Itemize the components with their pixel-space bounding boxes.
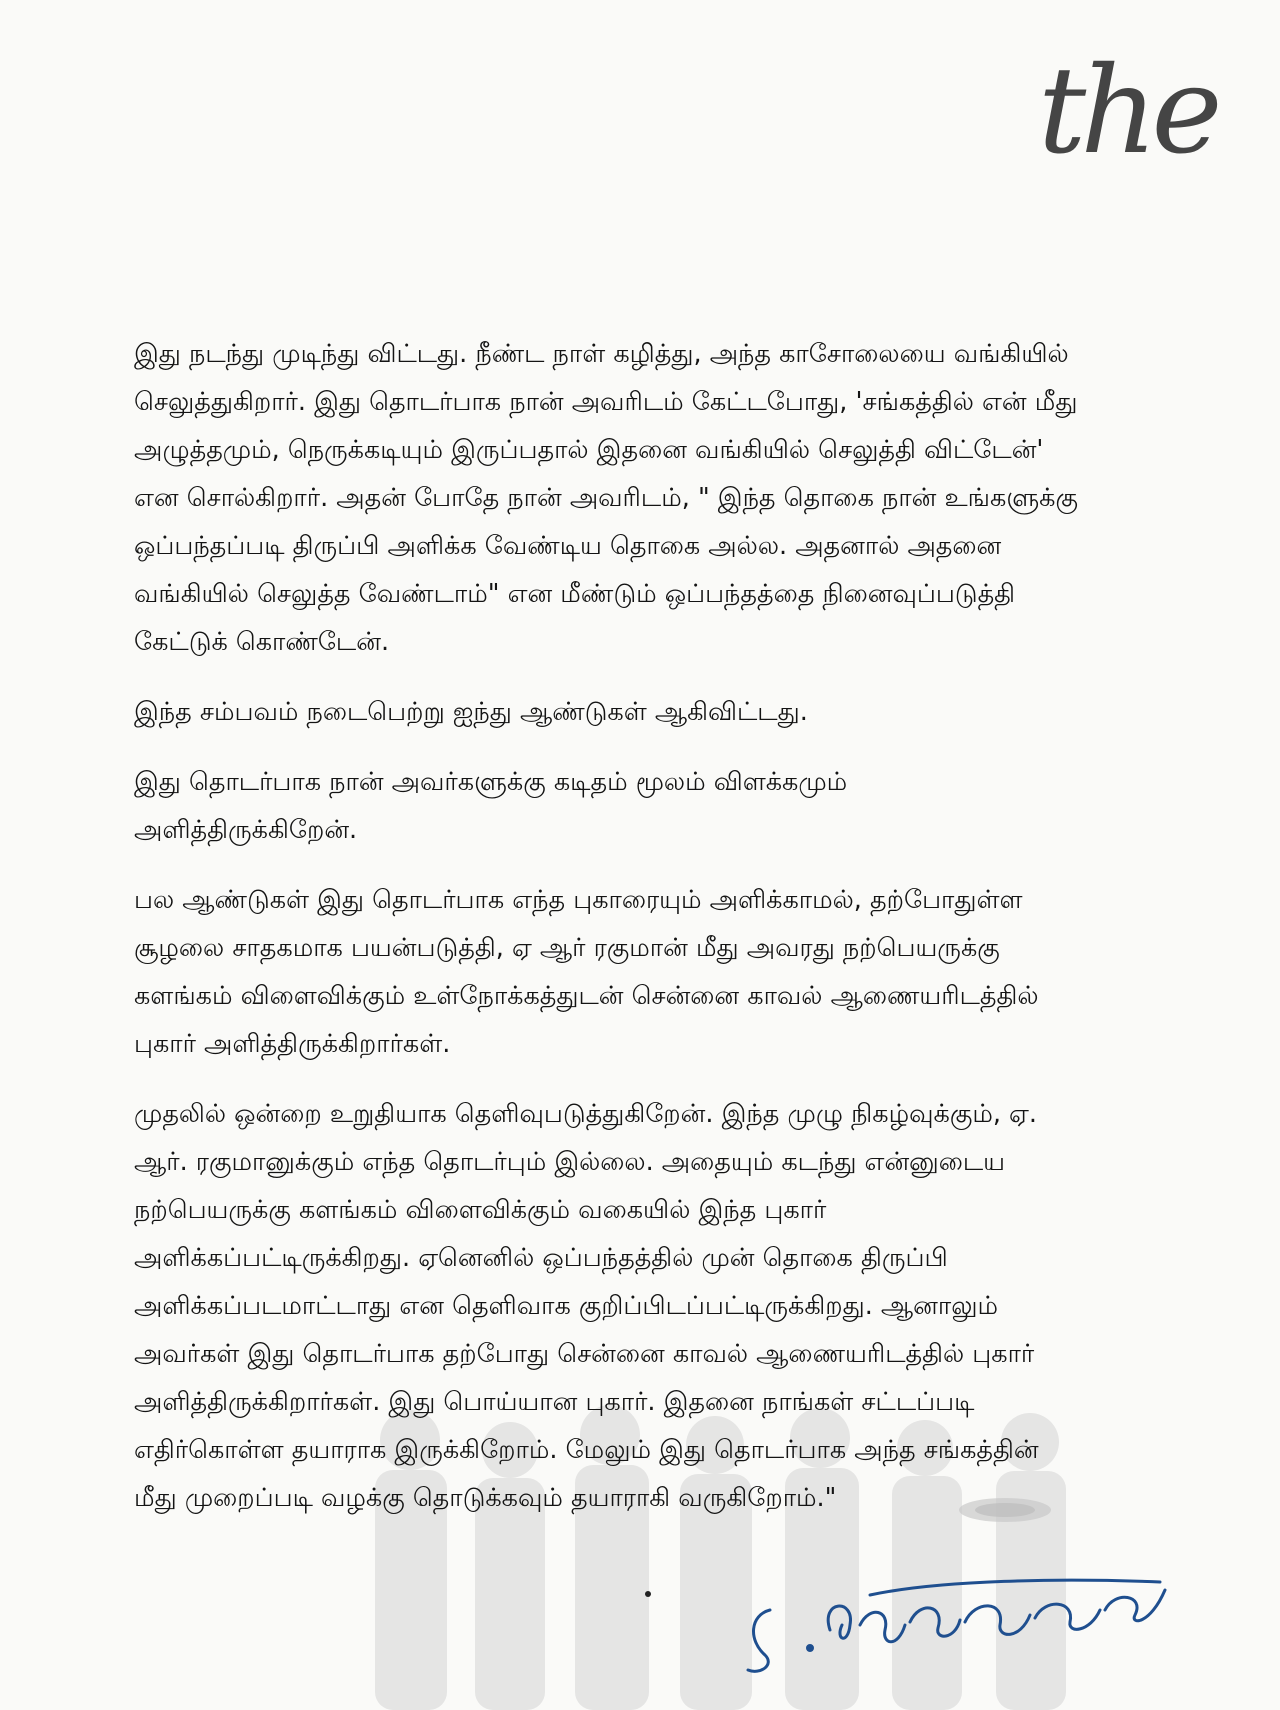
paragraph-5	[134, 1090, 1214, 1522]
paragraph-2	[134, 688, 1214, 736]
text-line: கேட்டுக் கொண்டேன்.	[134, 627, 390, 657]
text-line: அளித்திருக்கிறார்கள். இது பொய்யான புகார். இதனை நாங்கள் சட்டப்படி	[134, 1387, 975, 1417]
text-line: அளிக்கப்பட்டிருக்கிறது. ஏனெனில் ஒப்பந்தத்தில் முன் தொகை திருப்பி	[134, 1243, 948, 1273]
text-line: அளிக்கப்படமாட்டாது என தெளிவாக குறிப்பிடப்பட்டிருக்கிறது. ஆனாலும்	[134, 1291, 999, 1321]
text-line: பல ஆண்டுகள் இது தொடர்பாக எந்த புகாரையும் அளிக்காமல், தற்போதுள்ள	[134, 885, 1023, 915]
text-line: எதிர்கொள்ள தயாராக இருக்கிறோம். மேலும் இது தொடர்பாக அந்த சங்கத்தின்	[134, 1435, 1039, 1465]
text-line: மீது முறைப்படி வழக்கு தொடுக்கவும் தயாராகி வருகிறோம்."	[134, 1483, 837, 1513]
text-line: சூழலை சாதகமாக பயன்படுத்தி, ஏ ஆர் ரகுமான் மீது அவரது நற்பெயருக்கு	[134, 933, 1000, 963]
text-line: நற்பெயருக்கு களங்கம் விளைவிக்கும் வகையில் இந்த புகார்	[134, 1195, 827, 1225]
text-line: செலுத்துகிறார். இது தொடர்பாக நான் அவரிடம் கேட்டபோது, 'சங்கத்தில் என் மீது	[134, 387, 1078, 417]
text-line: இது தொடர்பாக நான் அவர்களுக்கு கடிதம் மூலம் விளக்கமும்	[134, 767, 848, 797]
text-line: அளித்திருக்கிறேன்.	[134, 815, 358, 845]
ink-dot	[645, 1591, 651, 1597]
text-line: ஒப்பந்தப்படி திருப்பி அளிக்க வேண்டிய தொகை அல்ல. அதனால் அதனை	[134, 531, 1002, 561]
handwritten-signature	[740, 1570, 1180, 1690]
svg-text:the: the	[1038, 42, 1217, 180]
text-line: அவர்கள் இது தொடர்பாக தற்போது சென்னை காவல் ஆணையரிடத்தில் புகார்	[134, 1339, 1035, 1369]
text-line: வங்கியில் செலுத்த வேண்டாம்" என மீண்டும் ஒப்பந்தத்தை நினைவுப்படுத்தி	[134, 579, 1016, 609]
paragraph-1	[134, 330, 1214, 666]
text-line: இந்த சம்பவம் நடைபெற்று ஐந்து ஆண்டுகள் ஆகிவிட்டது.	[134, 697, 808, 727]
blurred-redaction	[955, 1492, 1055, 1528]
text-line: இது நடந்து முடிந்து விட்டது. நீண்ட நாள் கழித்து, அந்த காசோலையை வங்கியில்	[134, 339, 1069, 369]
text-line: முதலில் ஒன்றை உறுதியாக தெளிவுபடுத்துகிறேன். இந்த முழு நிகழ்வுக்கும், ஏ.	[134, 1099, 1038, 1129]
paragraph-4	[134, 876, 1214, 1068]
text-line: புகார் அளித்திருக்கிறார்கள்.	[134, 1029, 451, 1059]
the-logo	[1030, 40, 1250, 180]
text-line: ஆர். ரகுமானுக்கும் எந்த தொடர்பும் இல்லை. அதையும் கடந்து என்னுடைய	[134, 1147, 1006, 1177]
text-line: என சொல்கிறார். அதன் போதே நான் அவரிடம், " இந்த தொகை நான் உங்களுக்கு	[134, 483, 1078, 513]
letter-body	[134, 330, 1214, 1544]
text-line: அழுத்தமும், நெருக்கடியும் இருப்பதால் இதனை வங்கியில் செலுத்தி விட்டேன்'	[134, 435, 1044, 465]
text-line: களங்கம் விளைவிக்கும் உள்நோக்கத்துடன் சென்னை காவல் ஆணையரிடத்தில்	[134, 981, 1039, 1011]
paragraph-3	[134, 758, 1214, 854]
